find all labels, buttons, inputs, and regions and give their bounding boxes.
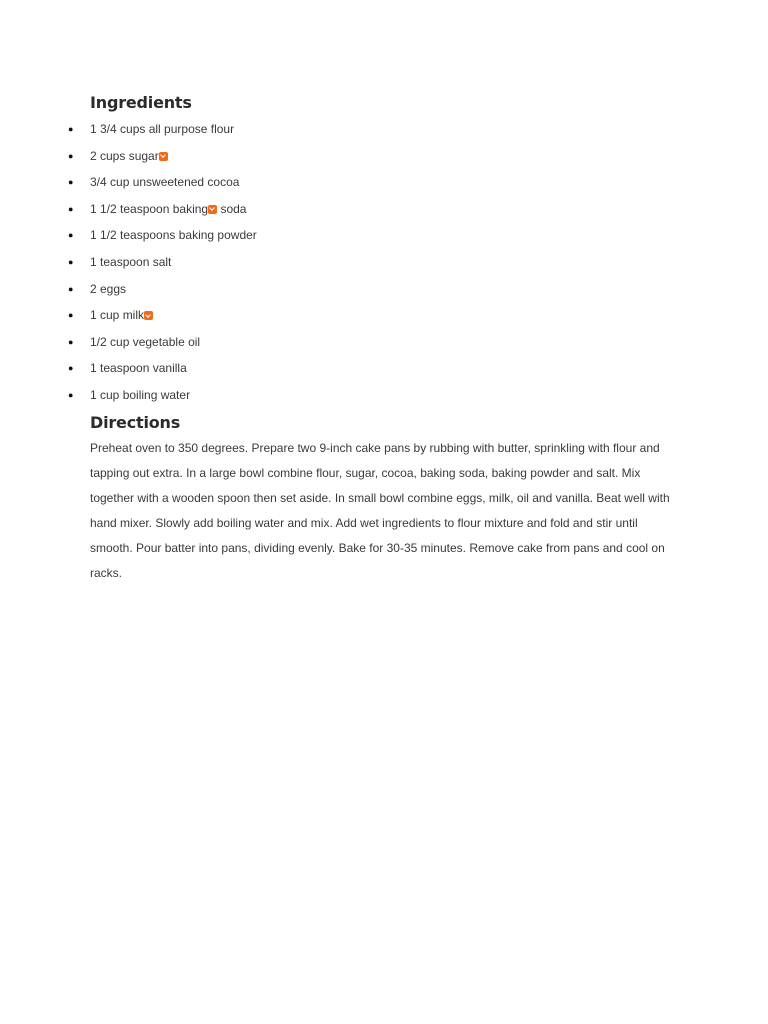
ingredient-text: 1/2 cup vegetable oil — [90, 334, 201, 349]
ingredient-text: 2 eggs — [90, 281, 127, 296]
list-item: ● 1 3/4 cups all purpose flour — [68, 122, 235, 136]
affiliate-link-icon[interactable] — [208, 205, 217, 214]
ingredient-text: 1 cup milk — [90, 308, 145, 323]
list-item: ● 1 teaspoon vanilla — [68, 361, 187, 376]
list-item: ● 3/4 cup unsweetened cocoa — [68, 175, 240, 190]
list-item: ● 1 cup boiling water — [68, 387, 191, 402]
directions-text: Preheat oven to 350 degrees. Prepare two 9-inch cake pans by rubbing with butter, sprinkling with flour and tapping out extra. In a large bowl combine flour, sugar, cocoa, baking soda, baking powder and salt. Mix together with a wooden spoon then set aside. In small bowl combine eggs, milk, oil and vanilla. Beat well with hand mixer. Slowly add boiling water and mix. Add wet ingredients to flour mixture and fold and stir until smooth. Pour batter into pans, dividing evenly. Bake for 30-35 minutes. Remove cake from pans and cool on racks. — [90, 441, 670, 580]
ingredient-text: 3/4 cup unsweetened cocoa — [90, 175, 240, 190]
ingredient-text: 2 cups sugar — [90, 148, 159, 163]
affiliate-link-icon[interactable] — [159, 152, 168, 161]
ingredient-text: 1 teaspoon vanilla — [90, 361, 187, 376]
list-item: ● 1 1/2 teaspoon baking soda — [68, 201, 247, 216]
ingredient-text: 1 1/2 teaspoon baking — [90, 201, 209, 216]
ingredient-text: 1 3/4 cups all purpose flour — [90, 122, 235, 136]
ingredients-heading: Ingredients — [90, 93, 192, 112]
affiliate-link-icon[interactable] — [144, 311, 153, 320]
directions-heading: Directions — [90, 413, 181, 432]
list-item: ● 2 eggs — [68, 281, 127, 296]
list-item: ● 1 1/2 teaspoons baking powder — [68, 228, 257, 243]
ingredient-text: 1 1/2 teaspoons baking powder — [90, 228, 257, 243]
list-item: ● 1 teaspoon salt — [68, 254, 172, 269]
list-item: ● 1 cup milk — [90, 302, 257, 329]
ingredient-text-after: soda — [217, 201, 247, 216]
ingredient-list — [68, 116, 257, 409]
ingredient-text: 1 teaspoon salt — [90, 254, 172, 269]
list-item: ● 2 cups sugar — [90, 143, 257, 170]
ingredient-text: 1 cup boiling water — [90, 387, 191, 402]
list-item: ● 1/2 cup vegetable oil — [68, 334, 201, 349]
